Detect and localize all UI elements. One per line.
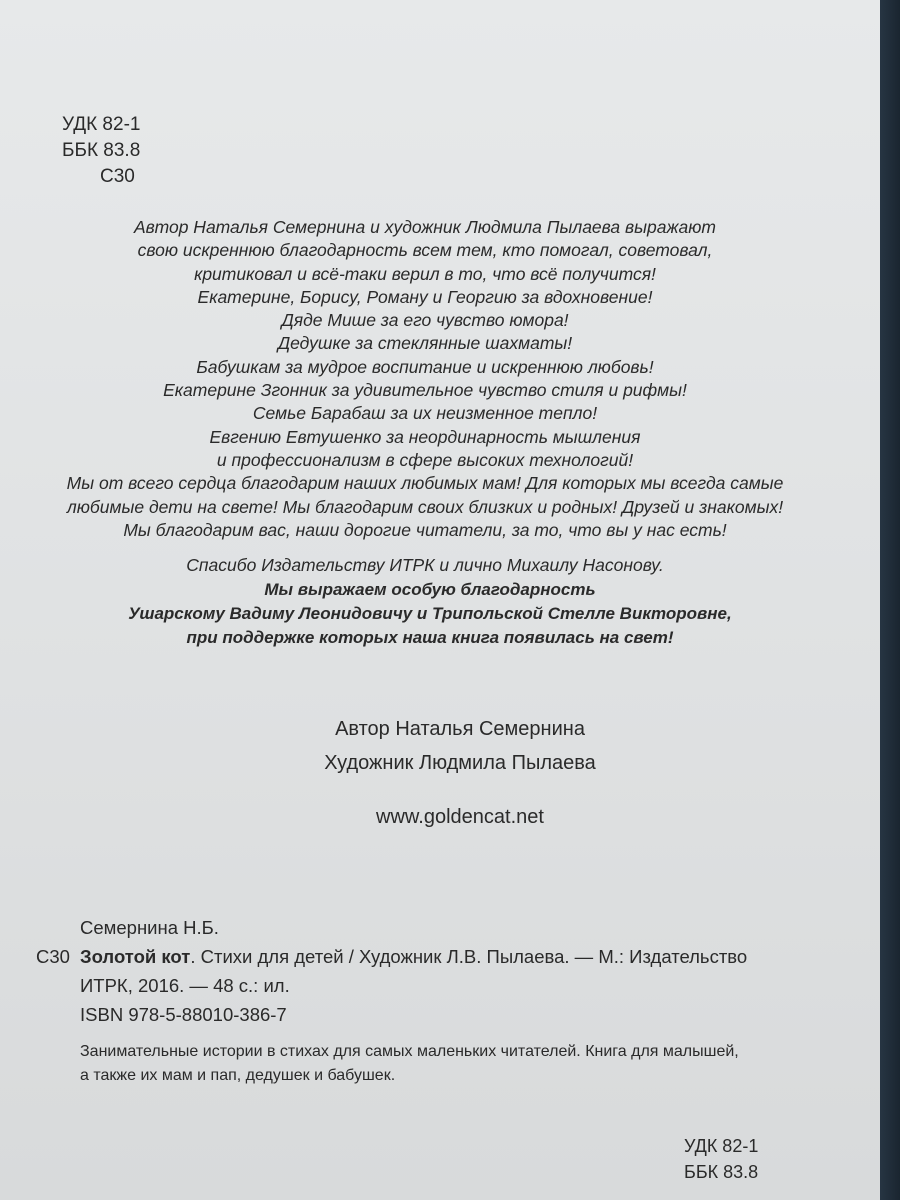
catalog-title-row bbox=[0, 943, 880, 972]
catalog-isbn-row bbox=[0, 1001, 880, 1030]
ack-line: свою искреннюю благодарность всем тем, кто помогал, советовал, bbox=[137, 240, 713, 261]
special-thanks-block bbox=[80, 578, 780, 650]
ack-line: Дяде Мише за его чувство юмора! bbox=[281, 310, 569, 331]
spacer bbox=[55, 542, 795, 554]
author-credit: Автор Наталья Семернина bbox=[335, 718, 585, 740]
special-thanks-line: Ушарскому Вадиму Леонидовичу и Трипольской Стелле Викторовне, bbox=[128, 604, 732, 623]
ack-line: Автор Наталья Семернина и художник Людмила Пылаева выражают bbox=[133, 217, 716, 237]
special-thanks-line: при поддержке которых наша книга появилась на свет! bbox=[186, 628, 674, 647]
artist-credit: Художник Людмила Пылаева bbox=[324, 752, 596, 774]
website-url: www.goldencat.net bbox=[376, 806, 544, 828]
catalog-record bbox=[0, 914, 880, 1030]
ack-line: Мы от всего сердца благодарим наших любимых мам! Для которых мы всегда самые bbox=[66, 473, 784, 494]
title-description: . Стихи для детей / Художник Л.В. Пылаева. — М.: Издательство bbox=[190, 946, 748, 967]
acknowledgements-block bbox=[55, 216, 795, 577]
catalog-author: Семернина Н.Б. bbox=[80, 917, 219, 938]
ack-line: Дедушке за стеклянные шахматы! bbox=[277, 333, 573, 354]
isbn: ISBN 978-5-88010-386-7 bbox=[80, 1004, 287, 1025]
classification-codes-top bbox=[62, 112, 140, 190]
ack-line: Семье Барабаш за их неизменное тепло! bbox=[252, 403, 598, 424]
ack-line: Бабушкам за мудрое воспитание и искреннюю любовь! bbox=[196, 356, 654, 377]
udk-code: УДК 82-1 bbox=[62, 114, 141, 135]
ack-line: Мы благодарим вас, наши дорогие читатели, за то, что вы у нас есть! bbox=[123, 519, 727, 540]
ack-line: любимые дети на свете! Мы благодарим своих близких и родных! Друзей и знакомых! bbox=[66, 496, 784, 517]
annotation-line: а также их мам и пап, дедушек и бабушек. bbox=[80, 1067, 396, 1084]
special-thanks-line: Мы выражаем особую благодарность bbox=[264, 580, 596, 599]
bbk-code: ББК 83.8 bbox=[684, 1162, 759, 1182]
annotation bbox=[80, 1040, 780, 1088]
ack-line: Екатерине Згонник за удивительное чувство стиля и рифмы! bbox=[163, 380, 687, 401]
catalog-imprint: ИТРК, 2016. — 48 с.: ил. bbox=[80, 975, 290, 996]
udk-code: УДК 82-1 bbox=[684, 1136, 759, 1156]
bbk-code: ББК 83.8 bbox=[62, 140, 141, 161]
ack-line: критиковал и всё-таки верил в то, что всё получится! bbox=[194, 263, 656, 284]
catalog-title-line bbox=[80, 943, 747, 970]
book-title: Золотой кот bbox=[80, 946, 191, 967]
credits-block bbox=[180, 712, 740, 834]
classification-codes-bottom bbox=[684, 1133, 758, 1185]
publisher-thanks: Спасибо Издательству ИТРК и лично Михаилу Насонову. bbox=[186, 555, 664, 576]
ack-line: и профессионализм в сфере высоких технологий! bbox=[216, 449, 634, 470]
catalog-mark: С30 bbox=[36, 946, 70, 967]
catalog-imprint-row bbox=[0, 972, 880, 1001]
author-mark: С30 bbox=[100, 166, 135, 187]
annotation-line: Занимательные истории в стихах для самых маленьких читателей. Книга для малышей, bbox=[80, 1043, 739, 1060]
catalog-author-row bbox=[0, 914, 880, 943]
ack-line: Евгению Евтушенко за неординарность мышления bbox=[209, 426, 641, 447]
ack-line: Екатерине, Борису, Роману и Георгию за вдохновение! bbox=[197, 286, 653, 307]
